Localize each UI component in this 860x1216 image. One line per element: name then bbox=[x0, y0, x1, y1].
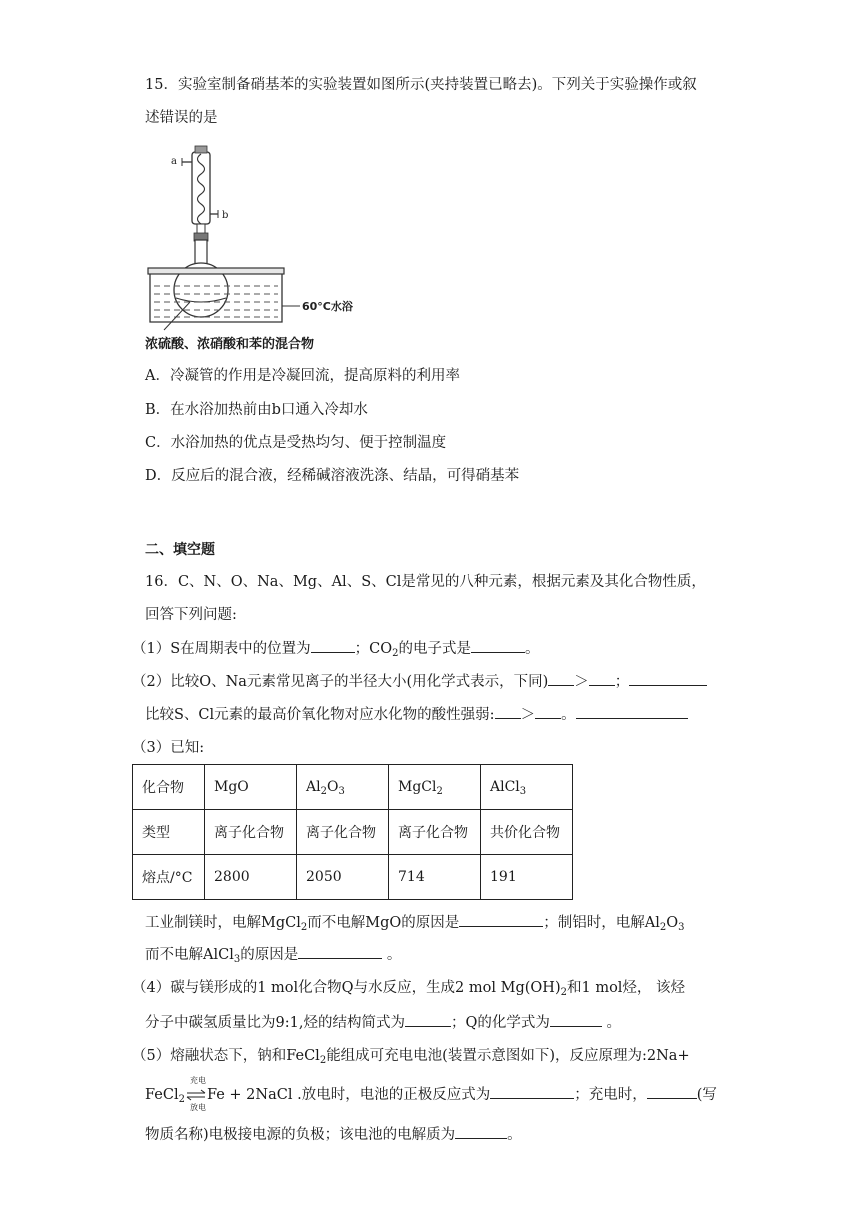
q16-part3-label: （3）已知: bbox=[132, 740, 205, 756]
answer-blank[interactable] bbox=[548, 671, 574, 686]
q16-part5-line3: 物质名称)电极接电源的负极；该电池的电解质为 。 bbox=[145, 1124, 522, 1145]
q16-part5-line2: FeCl$_2$ 充电 放电 Fe + 2NaCl .放电时，电池的正极反应式为 ；充电时， (写 bbox=[145, 1076, 717, 1112]
answer-blank[interactable] bbox=[405, 1012, 451, 1027]
nitrobenzene-apparatus-figure bbox=[140, 140, 360, 350]
figure-caption: 浓硫酸、浓硝酸和苯的混合物 bbox=[145, 337, 315, 352]
table-row: 化合物 MgO $Al_2O_3$ MgCl$_2$ AlCl$_3$ bbox=[133, 765, 573, 810]
apparatus-diagram bbox=[140, 140, 360, 340]
q15-option-a: A．冷凝管的作用是冷凝回流，提高原料的利用率 bbox=[145, 368, 460, 384]
reversible-arrow: 充电 放电 bbox=[186, 1085, 206, 1105]
section-title: 二、填空题 bbox=[145, 542, 215, 558]
q16-intro-line2: 回答下列问题: bbox=[145, 607, 237, 623]
answer-blank[interactable] bbox=[589, 671, 615, 686]
q16-intro-line1: 16．C、N、O、Na、Mg、Al、S、Cl是常见的八种元素，根据元素及其化合物性质， bbox=[145, 574, 706, 590]
answer-blank[interactable] bbox=[311, 638, 355, 653]
answer-blank[interactable] bbox=[459, 912, 543, 927]
answer-blank[interactable] bbox=[495, 704, 521, 719]
table-row: 熔点/°C 2800 2050 714 191 bbox=[133, 855, 573, 900]
answer-blank[interactable] bbox=[298, 944, 382, 959]
q15-option-b: B．在水浴加热前由b口通入冷却水 bbox=[145, 402, 368, 418]
label-b: b bbox=[222, 210, 229, 221]
answer-blank[interactable] bbox=[535, 704, 561, 719]
table-row: 类型 离子化合物 离子化合物 离子化合物 共价化合物 bbox=[133, 810, 573, 855]
answer-blank[interactable] bbox=[647, 1084, 697, 1099]
q16-part4-line2: 分子中碳氢质量比为9:1,烃的结构简式为 ；Q的化学式为 。 bbox=[145, 1012, 621, 1033]
label-a: a bbox=[171, 156, 177, 167]
q16-part2-line1: （2）比较O、Na元素常见离子的半径大小(用化学式表示，下同) ＞ ； bbox=[132, 671, 707, 692]
q15-option-c: C．水浴加热的优点是受热均匀、便于控制温度 bbox=[145, 435, 447, 451]
q15-stem-line1: 15．实验室制备硝基苯的实验装置如图所示(夹持装置已略去)。下列关于实验操作或叙 bbox=[145, 77, 697, 93]
q16-part3-line1: 工业制镁时，电解MgCl$_2$而不电解MgO的原因是 ；制铝时，电解$Al_2O_3$ bbox=[145, 912, 685, 933]
q15-stem-line2: 述错误的是 bbox=[145, 110, 218, 126]
q15-option-d: D．反应后的混合液，经稀碱溶液洗涤、结晶，可得硝基苯 bbox=[145, 468, 520, 484]
answer-blank[interactable] bbox=[576, 704, 688, 719]
q16-part4-line1: （4）碳与镁形成的1 mol化合物Q与水反应，生成2 mol $Mg(OH)_2$和1 mol烃， 该烃 bbox=[132, 980, 686, 998]
answer-blank[interactable] bbox=[490, 1084, 574, 1099]
answer-blank[interactable] bbox=[550, 1012, 602, 1027]
answer-blank[interactable] bbox=[455, 1124, 507, 1139]
q16-part5-line1: （5）熔融状态下，钠和FeCl$_2$能组成可充电电池(装置示意图如下)，反应原理为:2Na+ bbox=[132, 1048, 690, 1066]
q16-part3-line2: 而不电解AlCl$_3$的原因是 。 bbox=[145, 944, 401, 965]
equilibrium-arrow-icon bbox=[186, 1085, 206, 1105]
q16-part2-line2: 比较S、Cl元素的最高价氧化物对应水化物的酸性强弱: ＞ 。 bbox=[145, 704, 688, 725]
answer-blank[interactable] bbox=[629, 671, 707, 686]
answer-blank[interactable] bbox=[471, 638, 525, 653]
q16-part1: （1）S在周期表中的位置为 ；$CO_2$的电子式是 。 bbox=[132, 638, 540, 659]
compound-table bbox=[132, 764, 573, 900]
label-water-bath: 60°C水浴 bbox=[302, 300, 353, 313]
